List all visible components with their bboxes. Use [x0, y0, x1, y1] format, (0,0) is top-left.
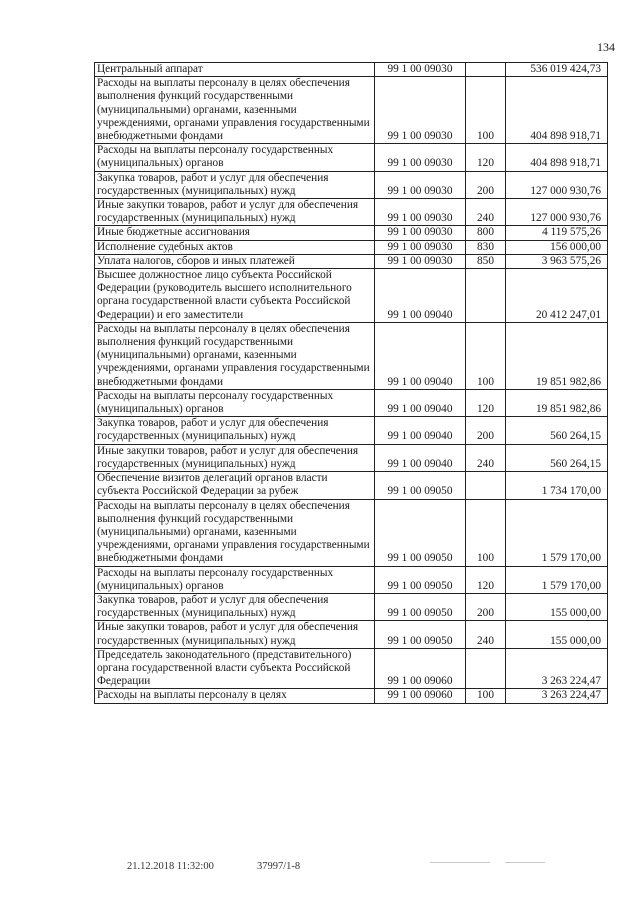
row-expense-type-cell: 830 — [466, 240, 506, 254]
table-row — [95, 77, 608, 144]
row-code-cell: 99 1 00 09050 — [375, 621, 466, 648]
row-expense-type-cell: 120 — [466, 144, 506, 171]
row-code-cell: 99 1 00 09030 — [375, 254, 466, 268]
row-expense-type-cell — [466, 269, 506, 323]
table-row — [95, 621, 608, 648]
row-name-cell: Расходы на выплаты персоналу в целях обеспечения выполнения функций государственными (муниципальными) органами, казенными учреждениями, органами управления государственными внебюджетными фондами — [95, 77, 375, 144]
row-amount-cell: 19 851 982,86 — [506, 322, 608, 389]
row-code-cell: 99 1 00 09040 — [375, 417, 466, 444]
row-code-cell: 99 1 00 09030 — [375, 240, 466, 254]
row-code-cell: 99 1 00 09040 — [375, 322, 466, 389]
row-amount-cell: 4 119 575,26 — [506, 226, 608, 240]
footer-datetime: 21.12.2018 11:32:00 — [127, 861, 214, 872]
row-amount-cell: 404 898 918,71 — [506, 144, 608, 171]
table-row — [95, 689, 608, 703]
row-expense-type-cell — [466, 648, 506, 689]
row-code-cell: 99 1 00 09030 — [375, 226, 466, 240]
row-name-cell: Высшее должностное лицо субъекта Российской Федерации (руководитель высшего исполнительного органа государственной власти субъекта Российской Федерации) и его заместители — [95, 269, 375, 323]
row-name-cell: Иные закупки товаров, работ и услуг для обеспечения государственных (муниципальных) нужд — [95, 444, 375, 471]
row-expense-type-cell: 100 — [466, 689, 506, 703]
row-amount-cell: 560 264,15 — [506, 444, 608, 471]
row-amount-cell: 1 579 170,00 — [506, 499, 608, 566]
row-expense-type-cell: 850 — [466, 254, 506, 268]
row-name-cell: Закупка товаров, работ и услуг для обеспечения государственных (муниципальных) нужд — [95, 171, 375, 198]
row-amount-cell: 404 898 918,71 — [506, 77, 608, 144]
row-expense-type-cell: 200 — [466, 171, 506, 198]
table-row — [95, 240, 608, 254]
row-name-cell: Иные закупки товаров, работ и услуг для обеспечения государственных (муниципальных) нужд — [95, 621, 375, 648]
table-row — [95, 499, 608, 566]
row-name-cell: Обеспечение визитов делегаций органов власти субъекта Российской Федерации за рубеж — [95, 472, 375, 499]
row-amount-cell: 20 412 247,01 — [506, 269, 608, 323]
row-amount-cell: 1 579 170,00 — [506, 566, 608, 593]
row-name-cell: Закупка товаров, работ и услуг для обеспечения государственных (муниципальных) нужд — [95, 593, 375, 620]
row-code-cell: 99 1 00 09050 — [375, 566, 466, 593]
table-row — [95, 269, 608, 323]
row-amount-cell: 560 264,15 — [506, 417, 608, 444]
table-row — [95, 63, 608, 77]
row-amount-cell: 155 000,00 — [506, 593, 608, 620]
row-amount-cell: 19 851 982,86 — [506, 389, 608, 416]
table-row — [95, 472, 608, 499]
row-amount-cell: 127 000 930,76 — [506, 199, 608, 226]
row-expense-type-cell: 240 — [466, 444, 506, 471]
table-row — [95, 593, 608, 620]
table-body — [95, 63, 608, 704]
row-amount-cell: 3 263 224,47 — [506, 689, 608, 703]
row-expense-type-cell: 200 — [466, 593, 506, 620]
scan-artifact — [430, 862, 490, 863]
row-expense-type-cell — [466, 63, 506, 77]
table-row — [95, 226, 608, 240]
row-name-cell: Расходы на выплаты персоналу государственных (муниципальных) органов — [95, 144, 375, 171]
row-expense-type-cell: 120 — [466, 566, 506, 593]
budget-table — [94, 62, 608, 704]
table-row — [95, 389, 608, 416]
table-row — [95, 566, 608, 593]
row-expense-type-cell: 240 — [466, 621, 506, 648]
row-expense-type-cell — [466, 472, 506, 499]
row-name-cell: Расходы на выплаты персоналу в целях обеспечения выполнения функций государственными (муниципальными) органами, казенными учреждениями, органами управления государственными внебюджетными фондами — [95, 499, 375, 566]
scan-artifact — [505, 862, 545, 863]
row-code-cell: 99 1 00 09030 — [375, 63, 466, 77]
page-number: 134 — [597, 40, 615, 54]
row-code-cell: 99 1 00 09050 — [375, 499, 466, 566]
row-expense-type-cell: 100 — [466, 77, 506, 144]
row-expense-type-cell: 800 — [466, 226, 506, 240]
row-expense-type-cell: 100 — [466, 499, 506, 566]
row-expense-type-cell: 200 — [466, 417, 506, 444]
row-code-cell: 99 1 00 09030 — [375, 144, 466, 171]
row-expense-type-cell: 120 — [466, 389, 506, 416]
row-name-cell: Закупка товаров, работ и услуг для обеспечения государственных (муниципальных) нужд — [95, 417, 375, 444]
row-code-cell: 99 1 00 09060 — [375, 648, 466, 689]
row-code-cell: 99 1 00 09050 — [375, 472, 466, 499]
row-expense-type-cell: 100 — [466, 322, 506, 389]
row-amount-cell: 1 734 170,00 — [506, 472, 608, 499]
row-expense-type-cell: 240 — [466, 199, 506, 226]
row-code-cell: 99 1 00 09050 — [375, 593, 466, 620]
table-row — [95, 144, 608, 171]
row-amount-cell: 156 000,00 — [506, 240, 608, 254]
row-name-cell: Центральный аппарат — [95, 63, 375, 77]
table-row — [95, 648, 608, 689]
row-amount-cell: 536 019 424,73 — [506, 63, 608, 77]
row-amount-cell: 3 263 224,47 — [506, 648, 608, 689]
table-row — [95, 444, 608, 471]
row-name-cell: Расходы на выплаты персоналу в целях — [95, 689, 375, 703]
footer-document-id: 37997/1-8 — [257, 861, 301, 872]
table-row — [95, 254, 608, 268]
row-amount-cell: 127 000 930,76 — [506, 171, 608, 198]
table-row — [95, 199, 608, 226]
table-row — [95, 322, 608, 389]
row-code-cell: 99 1 00 09040 — [375, 269, 466, 323]
row-code-cell: 99 1 00 09060 — [375, 689, 466, 703]
table-row — [95, 417, 608, 444]
table-row — [95, 171, 608, 198]
row-code-cell: 99 1 00 09030 — [375, 171, 466, 198]
row-amount-cell: 155 000,00 — [506, 621, 608, 648]
row-name-cell: Расходы на выплаты персоналу в целях обеспечения выполнения функций государственными (муниципальными) органами, казенными учреждениями, органами управления государственными внебюджетными фондами — [95, 322, 375, 389]
row-name-cell: Председатель законодательного (представительного) органа государственной власти субъекта Российской Федерации — [95, 648, 375, 689]
row-code-cell: 99 1 00 09030 — [375, 77, 466, 144]
row-name-cell: Иные бюджетные ассигнования — [95, 226, 375, 240]
row-name-cell: Расходы на выплаты персоналу государственных (муниципальных) органов — [95, 566, 375, 593]
row-name-cell: Иные закупки товаров, работ и услуг для обеспечения государственных (муниципальных) нужд — [95, 199, 375, 226]
row-code-cell: 99 1 00 09040 — [375, 389, 466, 416]
row-code-cell: 99 1 00 09040 — [375, 444, 466, 471]
row-name-cell: Уплата налогов, сборов и иных платежей — [95, 254, 375, 268]
row-name-cell: Расходы на выплаты персоналу государственных (муниципальных) органов — [95, 389, 375, 416]
row-code-cell: 99 1 00 09030 — [375, 199, 466, 226]
row-name-cell: Исполнение судебных актов — [95, 240, 375, 254]
row-amount-cell: 3 963 575,26 — [506, 254, 608, 268]
